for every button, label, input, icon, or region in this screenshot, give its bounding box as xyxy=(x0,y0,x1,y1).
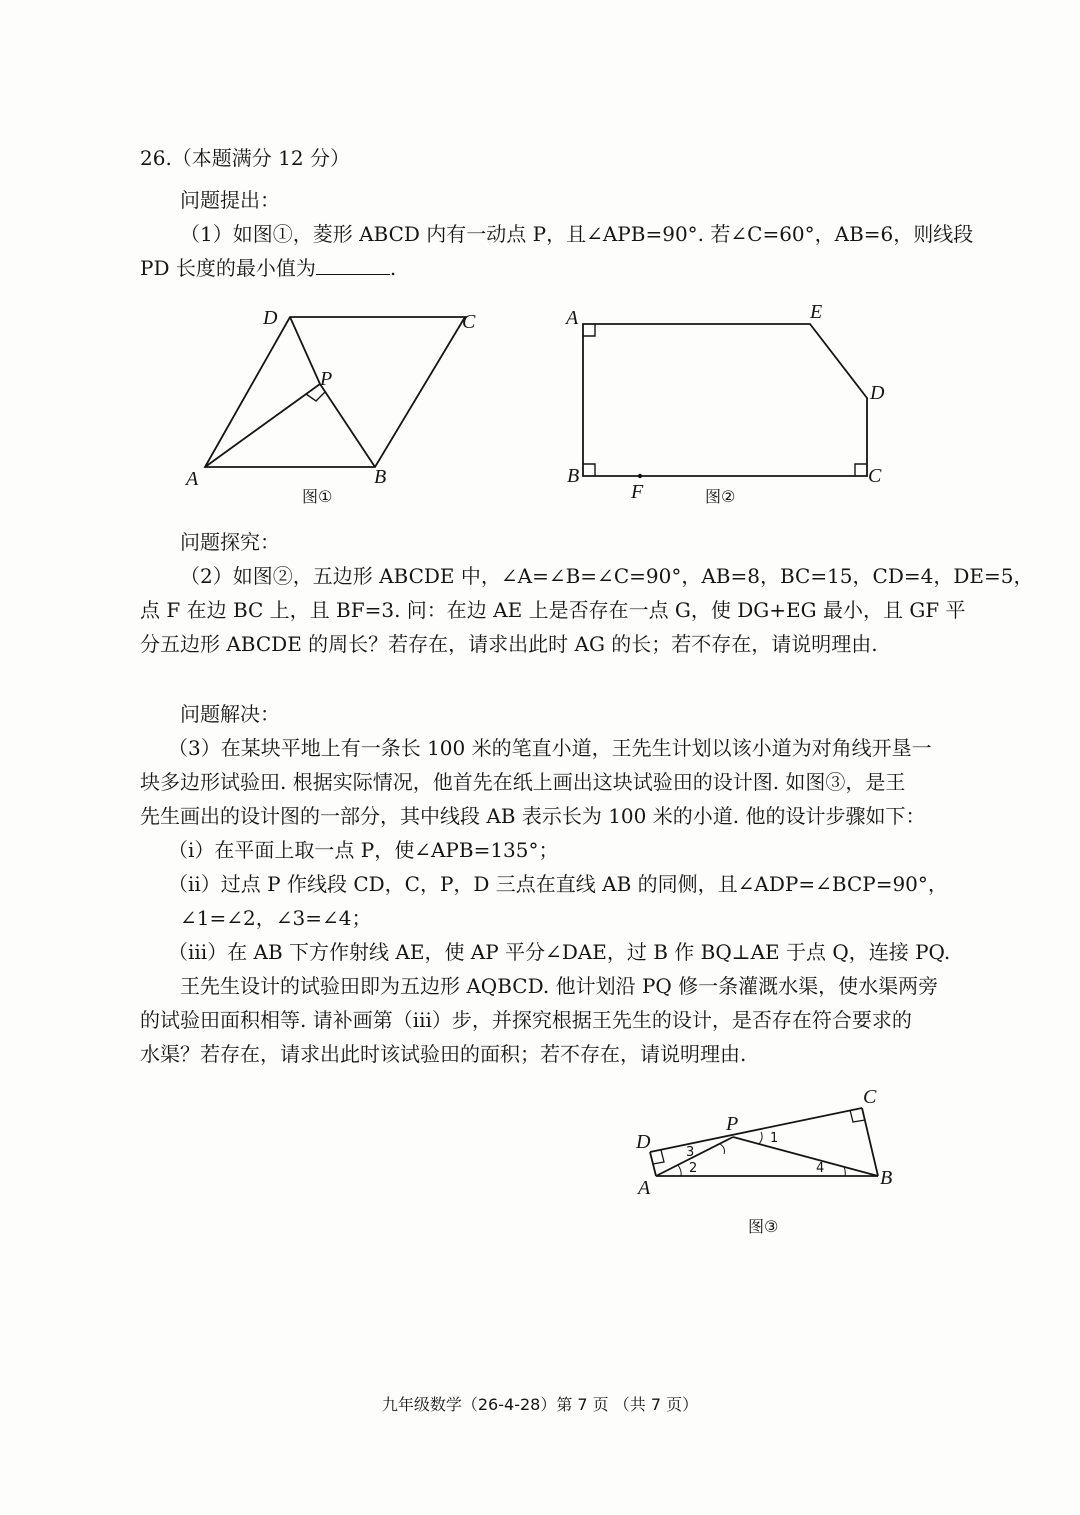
section-title-3: 问题解决： xyxy=(180,702,280,726)
fig3-angle-2: 2 xyxy=(689,1161,698,1176)
fig1-label-b: B xyxy=(374,466,387,488)
segment-dc xyxy=(650,1108,862,1152)
fig2-caption: 图② xyxy=(705,487,736,506)
part4-line2: 的试验田面积相等. 请补画第（iii）步，并探究根据王先生的设计，是否存在符合要求的 xyxy=(140,1008,912,1032)
fig2-label-d: D xyxy=(870,382,885,404)
answer-blank xyxy=(316,256,390,275)
part4-line3: 水渠？若存在，请求出此时该试验田的面积；若不存在，请说明理由. xyxy=(140,1042,747,1066)
fig1-label-a: A xyxy=(186,468,199,490)
part1-line2 xyxy=(140,254,396,282)
fig1-label-c: C xyxy=(462,311,476,333)
fig2-label-a: A xyxy=(566,307,579,329)
part1-line2-text: PD 长度的最小值为 xyxy=(140,256,316,280)
pentagon-abcde xyxy=(583,324,867,476)
fig3-label-a: A xyxy=(638,1177,651,1199)
part3-line1: （3）在某块平地上有一条长 100 米的笔直小道，王先生计划以该小道为对角线开垦一 xyxy=(168,736,932,760)
fig3-caption: 图③ xyxy=(748,1217,779,1236)
right-angle-p xyxy=(306,392,325,401)
figure-1 xyxy=(180,300,500,515)
step-1: （i）在平面上取一点 P，使∠APB=135°； xyxy=(168,838,559,862)
fig3-angle-1: 1 xyxy=(770,1131,779,1146)
figure-3 xyxy=(630,1080,910,1240)
right-angle-a xyxy=(583,324,595,336)
fig1-label-d: D xyxy=(263,307,278,329)
page-footer: 九年级数学（26-4-28）第 7 页 （共 7 页） xyxy=(381,1395,699,1414)
part1-line1: （1）如图①，菱形 ABCD 内有一动点 P，且∠APB=90°. 若∠C=60°，AB=6，则线段 xyxy=(180,222,974,246)
fig2-label-c: C xyxy=(868,465,882,487)
fig3-angle-4: 4 xyxy=(816,1161,825,1176)
fig3-label-d: D xyxy=(636,1131,651,1153)
fig3-label-p: P xyxy=(726,1113,739,1135)
part2-line2: 点 F 在边 BC 上，且 BF=3. 问：在边 AE 上是否存在一点 G，使 DG+EG 最小，且 GF 平 xyxy=(140,598,966,622)
fig3-angle-3: 3 xyxy=(686,1145,695,1160)
section-title-2: 问题探究： xyxy=(180,530,280,554)
figure-3-diagram xyxy=(630,1080,910,1240)
angle-arc-4 xyxy=(844,1167,845,1176)
fig2-label-b: B xyxy=(567,465,580,487)
section-title-1: 问题提出： xyxy=(180,188,280,212)
angle-arc-3 xyxy=(720,1144,725,1154)
fig3-label-b: B xyxy=(880,1167,893,1189)
point-f xyxy=(638,474,642,478)
angle-arc-2 xyxy=(678,1165,681,1176)
fig1-label-p: P xyxy=(320,368,333,390)
figure-2 xyxy=(560,300,900,515)
part2-line1: （2）如图②，五边形 ABCDE 中，∠A=∠B=∠C=90°，AB=8，BC=15，CD=4，DE=5， xyxy=(180,564,1034,588)
right-angle-c xyxy=(855,464,867,476)
segment-ad-shade xyxy=(205,317,290,467)
question-header: 26.（本题满分 12 分） xyxy=(140,146,350,170)
figure-2-diagram xyxy=(560,300,900,515)
step-2-line2: ∠1=∠2，∠3=∠4； xyxy=(180,906,372,930)
segment-bp xyxy=(733,1137,878,1176)
part1-line2-end: . xyxy=(389,256,397,280)
part3-line3: 先生画出的设计图的一部分，其中线段 AB 表示长为 100 米的小道. 他的设计步骤如下： xyxy=(140,804,926,828)
segment-dp xyxy=(290,317,320,384)
fig3-label-c: C xyxy=(863,1086,877,1108)
figure-1-diagram xyxy=(180,300,500,515)
right-angle-d xyxy=(653,1150,664,1164)
angle-arc-1 xyxy=(759,1132,762,1144)
segment-bc xyxy=(862,1108,878,1176)
right-angle-b xyxy=(583,464,595,476)
part2-line3: 分五边形 ABCDE 的周长？若存在，请求出此时 AG 的长；若不存在，请说明理由. xyxy=(140,632,878,656)
part3-line2: 块多边形试验田. 根据实际情况，他首先在纸上画出这块试验田的设计图. 如图③，是王 xyxy=(140,770,906,794)
segment-bp xyxy=(320,384,375,467)
segment-ap xyxy=(205,384,320,467)
step-2-line1: （ii）过点 P 作线段 CD，C，P，D 三点在直线 AB 的同侧，且∠ADP=∠BCP=90°， xyxy=(168,872,948,896)
rhombus-abcd xyxy=(205,317,465,467)
fig2-label-e: E xyxy=(810,301,823,323)
fig1-caption: 图① xyxy=(302,487,333,506)
fig2-label-f: F xyxy=(631,481,644,503)
part4-line1: 王先生设计的试验田即为五边形 AQBCD. 他计划沿 PQ 修一条灌溉水渠，使水渠两旁 xyxy=(180,974,939,998)
step-3: （iii）在 AB 下方作射线 AE，使 AP 平分∠DAE，过 B 作 BQ⊥AE 于点 Q，连接 PQ. xyxy=(168,940,951,964)
